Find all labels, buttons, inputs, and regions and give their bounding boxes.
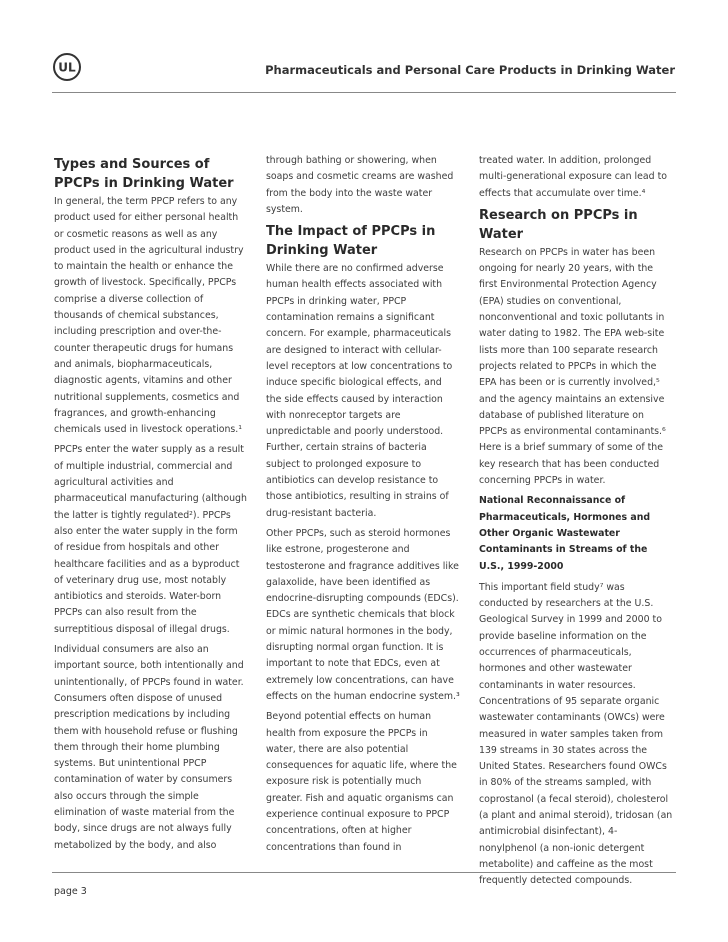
- header-divider: [52, 92, 676, 93]
- section-heading-impact: The Impact of PPCPs in Drinking Water: [266, 224, 436, 259]
- footer-divider: [52, 872, 676, 873]
- paragraph: PPCPs enter the water supply as a result of multiple industrial, commercial and agricultural activities and pharmaceutical manufacturing (although the latter is tightly regulated²). PPCPs also enter the water supply in the form of residue from hospitals and other healthcare facilities and as a byproduct of veterinary drug use, most notably antibiotics and steroids. Water-born PPCPs can also result from the surreptitious disposal of illegal drugs.: [54, 444, 247, 635]
- column-1: [54, 153, 248, 858]
- paragraph: through bathing or showering, when soaps and cosmetic creams are washed from the body into the waste water system.: [266, 155, 454, 215]
- paragraph: treated water. In addition, prolonged multi-generational exposure can lead to effects that accumulate over time.⁴: [479, 155, 667, 199]
- paragraph: Beyond potential effects on human health from exposure the PPCPs in water, there are also potential consequences for aquatic life, where the exposure risk is potentially much greater. Fish and aquatic organisms can experience continual exposure to PPCP concentrations, often at higher concentrations than found in: [266, 711, 457, 853]
- column-3: [479, 153, 673, 893]
- paragraph: Research on PPCPs in water has been ongoing for nearly 20 years, with the first Environmental Protection Agency (EPA) studies on conventional, nonconventional and toxic pollutants in water dating to 1982. The EPA web-site lists more than 100 separate research projects related to PPCPs in which the EPA has been or is currently involved,⁵ and the agency maintains an extensive database of published literature on PPCPs as environmental contaminants.⁶ Here is a brief summary of some of the key research that has been conducted concerning PPCPs in water.: [479, 246, 666, 487]
- paragraph: Individual consumers are also an important source, both intentionally and unintentionally, of PPCPs found in water. Consumers often dispose of unused prescription medications by including them with household refuse or flushing them through their home plumbing systems. But unintentional PPCP contamination of water by consumers also occurs through the simple elimination of waste material from the body, since drugs are not always fully metabolized by the body, and also: [54, 644, 244, 851]
- paragraph: In general, the term PPCP refers to any product used for either personal health or cosmetic reasons as well as any product used in the agricultural industry to maintain the health or enhance the growth of livestock. Specifically, PPCPs comprise a diverse collection of thousands of chemical substances, including prescription and over-the-counter therapeutic drugs for humans and animals, biopharmaceuticals, diagnostic agents, vitamins and other nutritional supplements, cosmetics and fragrances, and growth-enhancing chemicals used in livestock operations.¹: [54, 196, 244, 436]
- paragraph: Other PPCPs, such as steroid hormones like estrone, progesterone and testosterone and fragrance additives like galaxolide, have been identified as endocrine-disrupting compounds (EDCs). EDCs are synthetic chemicals that block or mimic natural hormones in the body, disrupting normal organ function. It is important to note that EDCs, even at extremely low concentrations, can have effects on the human endocrine system.³: [266, 527, 460, 702]
- study-subheading: National Reconnaissance of Pharmaceuticals, Hormones and Other Organic Wastewater Contaminants in Streams of the U.S., 1999-2000: [479, 495, 651, 572]
- ul-logo: [52, 52, 82, 82]
- section-heading-types-sources: Types and Sources of PPCPs in Drinking Water: [54, 157, 234, 191]
- document-title: Pharmaceuticals and Personal Care Products in Drinking Water: [265, 63, 675, 77]
- section-heading-research: Research on PPCPs in Water: [479, 207, 638, 242]
- column-2: [266, 153, 460, 860]
- paragraph: While there are no confirmed adverse human health effects associated with PPCPs in drinking water, PPCP contamination remains a significant concern. For example, pharmaceuticals are designed to interact with cellular-level receptors at low concentrations to induce specific biological effects, and the side effects caused by interaction with nonreceptor targets are unpredictable and poorly understood. Further, certain strains of bacteria subject to prolonged exposure to antibiotics can develop resistance to those antibiotics, resulting in strains of drug-resistant bacteria.: [266, 263, 453, 519]
- paragraph: This important field study⁷ was conducted by researchers at the U.S. Geological Survey in 1999 and 2000 to provide baseline information on the occurrences of pharmaceuticals, hormones and other wastewater contaminants in water resources. Concentrations of 95 separate organic wastewater contaminants (OWCs) were measured in water samples taken from 139 streams in 30 states across the United States. Researchers found OWCs in 80% of the streams sampled, with coprostanol (a fecal steroid), cholesterol (a plant and animal steroid), tridosan (an antimicrobial disinfectant), 4-nonylphenol (a non-ionic detergent metabolite) and caffeine as the most frequently detected compounds.: [479, 581, 673, 887]
- page-number: page 3: [54, 886, 87, 897]
- logo-text: UL: [58, 60, 76, 75]
